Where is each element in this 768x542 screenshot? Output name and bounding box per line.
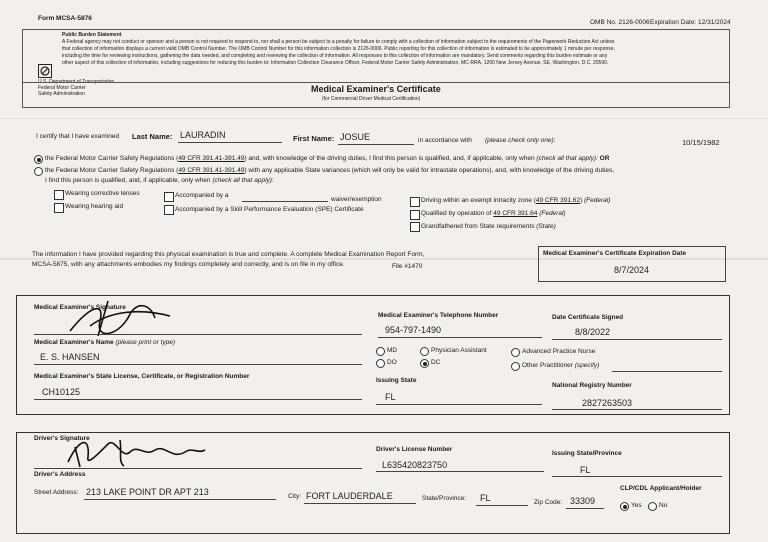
- clp-no-label: No: [659, 502, 668, 509]
- exempt-zone-label: Driving within an exempt intracity zone (49 CFR 391.62) (Federal): [421, 197, 611, 204]
- expiration-date: Expiration Date: 12/31/2024: [650, 19, 731, 26]
- dl-value: L635420823750: [382, 460, 448, 470]
- apn-radio[interactable]: [511, 348, 520, 357]
- street-value: 213 LAKE POINT DR APT 213: [86, 487, 209, 497]
- dl-state-underline: [552, 476, 722, 477]
- apn-label: Advanced Practice Nurse: [522, 348, 596, 355]
- state-value: FL: [480, 493, 491, 503]
- burden-title: Public Burden Statement: [62, 32, 122, 38]
- first-name-underline: [338, 144, 414, 145]
- hearing-aid-checkbox[interactable]: [54, 203, 64, 213]
- examiner-signature-image: [60, 296, 180, 338]
- date-signed-label: Date Certificate Signed: [552, 314, 624, 321]
- clp-label: CLP/CDL Applicant/Holder: [620, 485, 702, 492]
- issuing-state-label: Issuing State: [376, 377, 417, 384]
- dc-radio[interactable]: [420, 359, 429, 368]
- grandfathered-label: Grandfathered from State requirements (State): [421, 223, 556, 230]
- exempt-zone-checkbox[interactable]: [410, 197, 420, 207]
- phone-label: Medical Examiner's Telephone Number: [378, 312, 499, 319]
- dl-label: Driver's License Number: [376, 446, 453, 453]
- federal-regs-radio[interactable]: [34, 155, 43, 164]
- combination-label: Qualified by operation of 49 CFR 391.64 (Federal): [421, 210, 566, 217]
- dot-line: Federal Motor Carrier: [38, 85, 86, 91]
- burden-line: A Federal agency may not conduct or sponsor and a person is not required to respond to, nor shall a person be subject to a penalty for failure to comply with a collection of information subject to the requirements of the Paperwork Reduction Act unless: [62, 39, 615, 45]
- dl-state-label: Issuing State/Province: [552, 450, 622, 457]
- street-underline: [84, 499, 276, 500]
- waiver-underline: [242, 201, 328, 202]
- driver-signature-label: Driver's Signature: [34, 435, 90, 442]
- waiver-label: waiver/exemption: [331, 196, 382, 203]
- last-name-label: Last Name:: [132, 132, 173, 141]
- zip-label: Zip Code:: [534, 499, 563, 506]
- certify-prefix: I certify that I have examined: [36, 133, 120, 140]
- hearing-aid-label: Wearing hearing aid: [65, 203, 124, 210]
- spe-label: Accompanied by a Skill Performance Evaluation (SPE) Certificate: [175, 206, 364, 213]
- first-name-value: JOSUE: [340, 132, 371, 142]
- burden-line: that collection of information displays a current valid OMB Control Number. The OMB Control Number for this information collection is 2126-0006. Public reporting for this collection of information is estimated to be approximately 1 minute per response,: [62, 46, 615, 52]
- option2-line2: I find this person is qualified, and, if applicable, only when (check all that apply):: [45, 177, 274, 184]
- form-number: Form MCSA-5876: [38, 15, 92, 22]
- statement-line: The information I have provided regarding this physical examination is true and complete. A complete Medical Examination Report Form,: [32, 251, 425, 258]
- accompanied-label: Accompanied by a: [175, 192, 229, 199]
- license-underline: [34, 399, 362, 400]
- waiver-checkbox[interactable]: [164, 192, 174, 202]
- phone-value: 954-797-1490: [385, 325, 442, 335]
- burden-line: including the time for reviewing instructions, gathering the data needed, and completing and reviewing the collection of information. All responses to this collection of information are mandatory. Send comments regarding this burden estimate or any: [62, 53, 608, 59]
- grandfathered-checkbox[interactable]: [410, 222, 420, 232]
- zip-underline: [566, 508, 604, 509]
- driver-signature-image: [60, 432, 210, 472]
- examiner-signature-label: Medical Examiner's Signature: [34, 304, 126, 311]
- combination-checkbox[interactable]: [410, 210, 420, 220]
- driver-signature-line: [34, 468, 362, 469]
- dc-label: DC: [431, 359, 441, 366]
- state-underline: [476, 505, 528, 506]
- examiner-name-label: Medical Examiner's Name (please print or type): [34, 339, 176, 346]
- omb-number: OMB No. 2126-0006: [590, 19, 650, 26]
- city-value: FORT LAUDERDALE: [306, 491, 393, 501]
- zip-value: 33309: [570, 496, 596, 506]
- page-subtitle: (for Commercial Driver Medical Certification): [322, 96, 421, 102]
- clp-no-radio[interactable]: [648, 502, 657, 511]
- examiner-signature-line: [34, 334, 362, 335]
- dot-logo-icon: [38, 64, 52, 78]
- issuing-state-value: FL: [385, 392, 396, 402]
- statement-line: MCSA-5875, with any attachments embodies my findings completely and correctly, and is on file in my office.: [32, 261, 345, 268]
- street-label: Street Address:: [34, 489, 79, 496]
- option1-text: the Federal Motor Carrier Safety Regulations (49 CFR 391.41-391.49) and, with knowledge of the driving duties, I find this person is qualified, and, if applicable, only when (check all that apply): OR: [45, 155, 610, 162]
- state-label: State/Province:: [422, 495, 467, 502]
- accordance-text: in accordance with: [418, 137, 472, 144]
- other-practitioner-radio[interactable]: [511, 362, 520, 371]
- last-name-value: LAURADIN: [180, 130, 226, 140]
- examiner-name-underline: [34, 364, 362, 365]
- spe-checkbox[interactable]: [164, 205, 174, 215]
- date-signed-underline: [552, 339, 722, 340]
- other-practitioner-underline: [612, 371, 722, 372]
- first-name-label: First Name:: [293, 134, 335, 143]
- corrective-lenses-label: Wearing corrective lenses: [65, 190, 140, 197]
- license-label: Medical Examiner's State License, Certificate, or Registration Number: [34, 373, 250, 380]
- pa-radio[interactable]: [420, 347, 429, 356]
- dot-line: Safety Administration: [38, 91, 85, 97]
- page-title: Medical Examiner's Certificate: [311, 84, 441, 94]
- corrective-lenses-checkbox[interactable]: [54, 190, 64, 200]
- registry-underline: [552, 409, 722, 410]
- dot-line: U.S. Department of Transportation: [38, 79, 115, 85]
- paper-fold: [0, 118, 768, 119]
- clp-yes-label: Yes: [631, 502, 642, 509]
- clp-yes-radio[interactable]: [620, 502, 629, 511]
- driver-address-label: Driver's Address: [34, 471, 86, 478]
- do-label: DO: [387, 359, 397, 366]
- do-radio[interactable]: [376, 359, 385, 368]
- file-number: File #1470: [392, 263, 423, 270]
- registry-value: 2827263503: [582, 398, 633, 408]
- examiner-name-value: E. S. HANSEN: [40, 352, 100, 362]
- pa-label: Physician Assistant: [431, 347, 487, 354]
- other-practitioner-label: Other Practitioner (specify): [522, 362, 600, 369]
- date-signed-value: 8/8/2022: [575, 327, 611, 337]
- md-label: MD: [387, 347, 398, 354]
- date-of-birth: 10/15/1982: [682, 138, 720, 147]
- license-value: CH10125: [42, 387, 81, 397]
- registry-label: National Registry Number: [552, 382, 632, 389]
- city-underline: [304, 503, 416, 504]
- option2-text: the Federal Motor Carrier Safety Regulations (49 CFR 391.41-391.49) with any applicable State variances (which will only be valid for intrastate operations), and, with knowledge of the driving duties,: [45, 167, 615, 174]
- phone-underline: [378, 337, 542, 338]
- dl-underline: [376, 471, 544, 472]
- expiration-value: 8/7/2024: [614, 265, 650, 275]
- expiration-label: Medical Examiner's Certificate Expiration Date: [543, 250, 687, 257]
- md-radio[interactable]: [376, 347, 385, 356]
- burden-line: other aspect of this collection of information, including suggestions for reducing this burden to: Information Collection Clearance Officer, Federal Motor Carrier Safety Administration, MC-RRA, 1200 New Jersey Avenue, SE, Washington, D.C. 20590.: [62, 60, 609, 66]
- issuing-state-underline: [376, 404, 542, 405]
- dl-state-value: FL: [580, 465, 591, 475]
- city-label: City:: [288, 493, 301, 500]
- state-variance-radio[interactable]: [34, 167, 43, 176]
- accordance-note: (please check only one):: [485, 137, 556, 144]
- last-name-underline: [178, 142, 282, 143]
